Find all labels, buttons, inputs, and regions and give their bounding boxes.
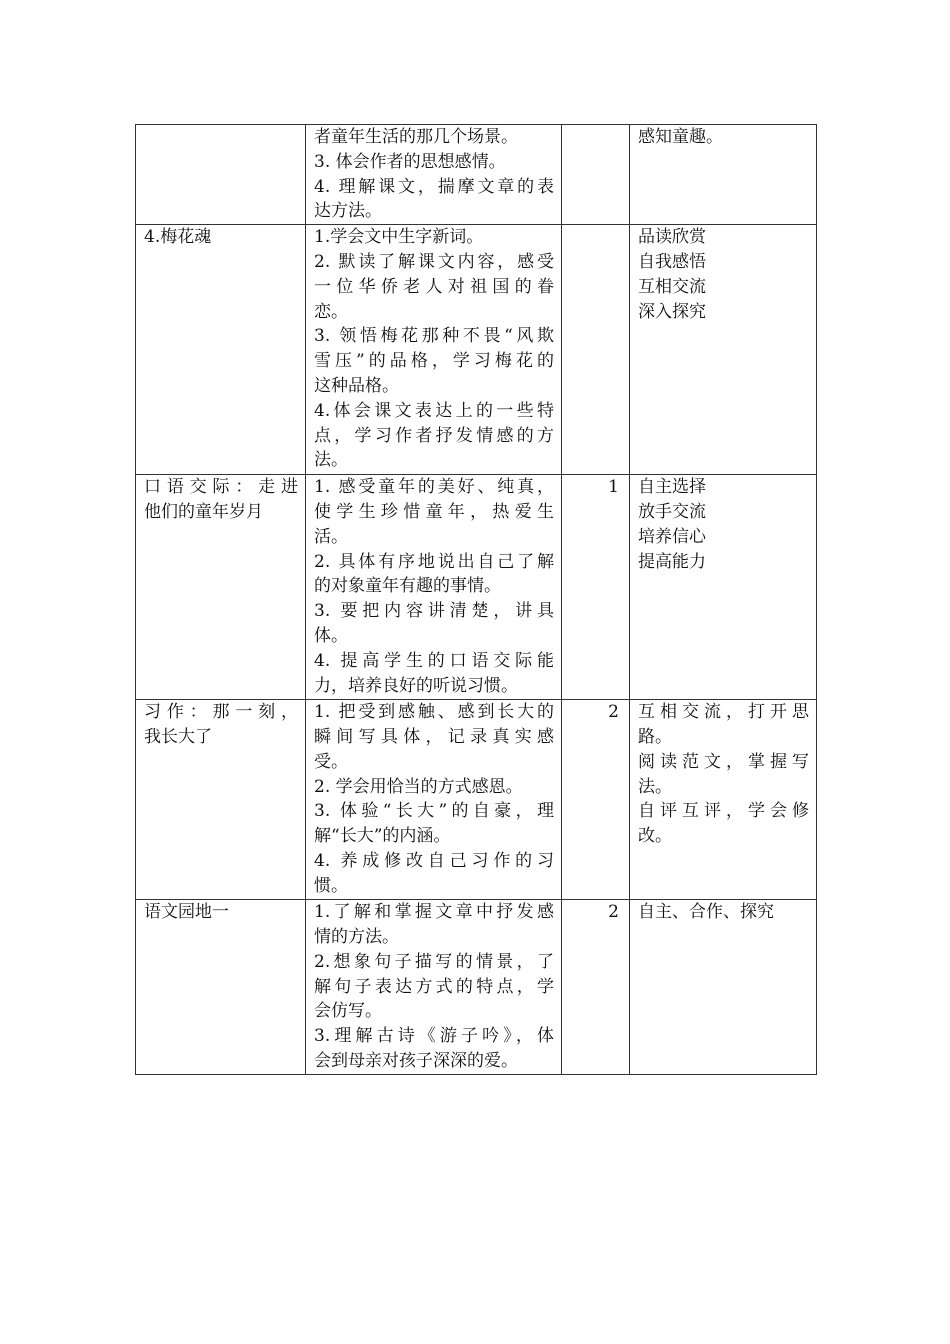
goal-line: 2. 具体有序地说出自己了解 [314,551,554,572]
goal-line: 1. 把受到感触、感到长大的 [314,702,554,723]
goal-line: 会仿写。 [314,1001,382,1022]
class-hours-cell [562,225,630,475]
class-hours-cell [562,900,630,1075]
goal-line: 4.体会课文表达上的一些特 [314,400,554,421]
goal-line: 1.了解和掌握文章中抒发感 [314,902,554,923]
teaching-goals-cell [306,700,562,900]
table-row [136,475,817,700]
table-row [136,225,817,475]
goal-line: 2. 学会用恰当的方式感恩。 [314,776,523,797]
table-body [136,125,817,1075]
goal-line: 达方法。 [314,201,382,222]
goal-line: 雪压”的品格，学习梅花的 [314,351,554,372]
class-hours-value: 2 [608,702,619,723]
lesson-title-line: 我长大了 [144,726,212,747]
goal-line: 3. 领悟梅花那种不畏“风欺 [314,326,554,347]
method-line: 互相交流 [638,276,706,297]
goal-line: 2. 默读了解课文内容，感受 [314,251,554,272]
goal-line: 一位华侨老人对祖国的眷 [314,276,554,297]
goal-line: 者童年生活的那几个场景。 [314,127,518,147]
lesson-title-cell [136,900,306,1075]
teaching-methods-cell [630,475,817,700]
lesson-title-line: 语文园地一 [144,902,229,923]
goal-line: 会到母亲对孩子深深的爱。 [314,1050,518,1071]
goal-line: 恋。 [314,301,348,322]
goal-line: 力，培养良好的听说习惯。 [314,675,518,696]
class-hours-cell [562,125,630,225]
method-line: 法。 [638,776,672,797]
method-line: 自我感悟 [638,251,706,272]
table-row [136,125,817,225]
goal-line: 法。 [314,450,348,471]
teaching-methods-cell [630,225,817,475]
method-line: 品读欣赏 [638,227,706,248]
goal-line: 3. 要把内容讲清楚，讲具 [314,601,554,622]
lesson-title-cell [136,125,306,225]
teaching-methods-cell [630,900,817,1075]
lesson-title-line: 口语交际：走进 [144,477,298,498]
goal-line: 这种品格。 [314,375,399,396]
teaching-goals-cell [306,225,562,475]
method-line: 自评互评，学会修 [638,801,809,822]
class-hours-value: 2 [608,902,619,923]
lesson-title-line: 他们的童年岁月 [144,501,263,522]
lesson-title-cell [136,225,306,475]
goal-line: 4. 理解课文，揣摩文章的表 [314,176,554,197]
goal-line: 4. 提高学生的口语交际能 [314,650,554,671]
teaching-goals-cell [306,475,562,700]
goal-line: 活。 [314,526,348,547]
goal-line: 解“长大”的内涵。 [314,826,451,847]
goal-line: 1.学会文中生字新词。 [314,227,484,248]
teaching-goals-cell [306,900,562,1075]
goal-line: 点，学习作者抒发情感的方 [314,425,554,446]
lesson-title-cell [136,475,306,700]
method-line: 互相交流，打开思 [638,702,809,723]
goal-line: 情的方法。 [314,926,399,947]
class-hours-cell [562,475,630,700]
goal-line: 使学生珍惜童年，热爱生 [314,501,554,522]
goal-line: 4. 养成修改自己习作的习 [314,850,554,871]
teaching-methods-cell [630,125,817,225]
goal-line: 惯。 [314,875,348,896]
method-line: 改。 [638,826,672,847]
method-line: 深入探究 [638,301,706,322]
teaching-methods-cell [630,700,817,900]
method-line: 阅读范文，掌握写 [638,751,809,772]
goal-line: 1. 感受童年的美好、纯真， [314,477,554,498]
method-line: 自主、合作、探究 [638,902,774,923]
method-line: 路。 [638,726,672,747]
teaching-goals-cell [306,125,562,225]
class-hours-cell [562,700,630,900]
lesson-plan-table [135,124,817,1075]
goal-line: 受。 [314,751,348,772]
goal-line: 瞬间写具体，记录真实感 [314,726,554,747]
lesson-title-cell [136,700,306,900]
method-line: 放手交流 [638,501,706,522]
goal-line: 3.理解古诗《游子吟》，体 [314,1026,554,1047]
table-row [136,700,817,900]
method-line: 提高能力 [638,551,706,572]
goal-line: 的对象童年有趣的事情。 [314,576,501,597]
goal-line: 体。 [314,625,348,646]
method-line: 感知童趣。 [638,127,723,147]
lesson-title-line: 4.梅花魂 [144,227,212,248]
method-line: 培养信心 [638,526,706,547]
table-row [136,900,817,1075]
goal-line: 3. 体验“长大”的自豪，理 [314,801,554,822]
lesson-title-line: 习作：那一刻， [144,702,298,723]
class-hours-value: 1 [608,477,619,498]
goal-line: 3. 体会作者的思想感情。 [314,151,506,172]
goal-line: 解句子表达方式的特点，学 [314,976,554,997]
goal-line: 2.想象句子描写的情景，了 [314,951,554,972]
method-line: 自主选择 [638,477,706,498]
